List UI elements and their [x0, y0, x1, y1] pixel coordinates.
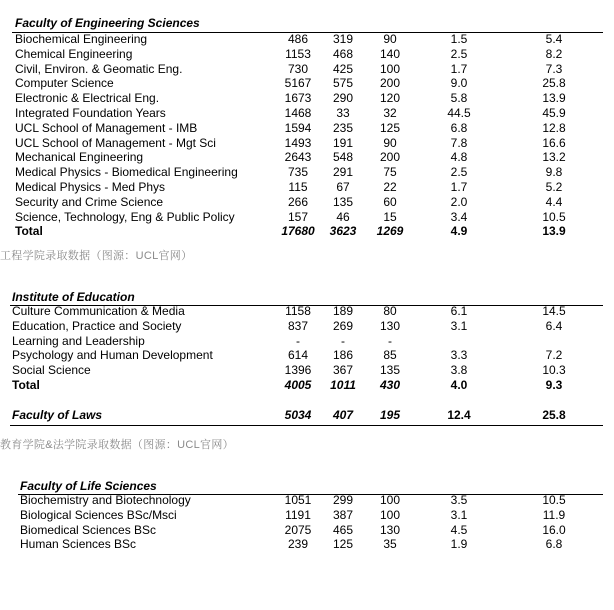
- row-value: 1468: [284, 106, 312, 120]
- row-value: 189: [332, 304, 354, 318]
- table-row: [0, 32, 614, 47]
- row-value: 6.4: [545, 318, 563, 333]
- row-value: 100: [379, 493, 401, 507]
- row-value: 6.8: [450, 120, 468, 135]
- table-row: [0, 106, 614, 121]
- row-label: Civil, Environ. & Geomatic Eng.: [15, 61, 183, 76]
- row-value: 407: [332, 408, 354, 422]
- row-value: 12.8: [542, 120, 566, 135]
- row-value: 7.2: [545, 348, 563, 363]
- row-value: 60: [383, 194, 397, 209]
- row-value: 200: [379, 76, 401, 91]
- row-value: 3.5: [450, 493, 468, 507]
- row-label: Science, Technology, Eng & Public Policy: [15, 209, 235, 224]
- row-label: Biochemical Engineering: [15, 32, 148, 46]
- row-value: 1396: [284, 363, 312, 378]
- section-divider: [10, 425, 603, 426]
- row-value: 1011: [330, 378, 356, 392]
- table-row: [0, 121, 614, 136]
- table-row: [0, 76, 614, 91]
- table-row: [0, 180, 614, 195]
- row-value: 191: [332, 135, 354, 150]
- table-row: [0, 319, 614, 334]
- row-value: 115: [288, 180, 308, 194]
- row-label: Medical Physics - Biomedical Engineering: [15, 165, 238, 180]
- row-value: 7.8: [450, 135, 468, 150]
- table-row: [0, 493, 614, 508]
- row-label: Faculty of Laws: [12, 408, 103, 422]
- row-value: 290: [332, 91, 354, 106]
- row-label: Social Science: [12, 363, 91, 378]
- row-value: 3.1: [450, 507, 468, 522]
- row-value: 575: [332, 76, 354, 91]
- row-value: 548: [332, 150, 354, 165]
- row-value: 5034: [284, 408, 312, 422]
- table-row: [0, 136, 614, 151]
- row-value: 100: [379, 61, 401, 76]
- row-value: 67: [336, 180, 350, 194]
- row-label: Integrated Foundation Years: [15, 106, 166, 120]
- row-label: Computer Science: [15, 76, 114, 91]
- row-value: 8.2: [545, 46, 563, 61]
- table-row: [0, 91, 614, 106]
- row-value: 3.1: [450, 318, 468, 333]
- row-value: 266: [287, 194, 309, 209]
- row-value: -: [296, 333, 300, 348]
- row-value: 5167: [284, 76, 312, 91]
- row-value: 468: [332, 46, 354, 61]
- row-value: 269: [332, 318, 354, 333]
- row-value: 14.5: [542, 304, 566, 318]
- row-label: Biochemistry and Biotechnology: [20, 493, 191, 507]
- row-value: 10.3: [542, 363, 566, 378]
- row-value: 80: [383, 304, 397, 318]
- row-value: 5.4: [545, 32, 563, 46]
- row-value: 9.0: [450, 76, 468, 91]
- row-label: Human Sciences BSc: [20, 537, 137, 552]
- table-row: [0, 348, 614, 363]
- row-value: 465: [332, 522, 354, 537]
- row-value: -: [388, 333, 392, 348]
- row-value: 17680: [281, 224, 315, 239]
- row-value: 2643: [284, 150, 312, 165]
- row-label: Mechanical Engineering: [15, 150, 144, 165]
- row-value: 735: [287, 165, 309, 180]
- row-label: Electronic & Electrical Eng.: [15, 91, 160, 106]
- row-value: 235: [332, 120, 354, 135]
- row-value: 16.6: [542, 135, 566, 150]
- row-value: 486: [287, 32, 309, 46]
- row-value: 13.9: [542, 91, 566, 106]
- row-value: 130: [379, 522, 401, 537]
- row-value: 1269: [376, 224, 404, 239]
- row-value: 3623: [329, 224, 357, 239]
- row-value: 157: [287, 209, 309, 224]
- row-value: 299: [332, 493, 354, 507]
- row-value: 90: [383, 135, 397, 150]
- row-value: 837: [287, 318, 309, 333]
- row-value: 2.0: [450, 194, 468, 209]
- row-value: 46: [336, 209, 350, 224]
- table-row: [0, 165, 614, 180]
- row-value: 1191: [285, 507, 311, 522]
- row-value: 7.3: [545, 61, 563, 76]
- row-value: 319: [332, 32, 354, 46]
- row-value: 25.8: [542, 408, 566, 422]
- row-value: 2.5: [450, 46, 468, 61]
- caption-engineering: 工程学院录取数据（图源：UCL官网）: [0, 250, 193, 262]
- row-value: 1493: [284, 135, 312, 150]
- row-value: 4.8: [450, 150, 468, 165]
- row-value: 6.1: [450, 304, 468, 318]
- row-value: 120: [379, 91, 401, 106]
- row-value: 4.9: [450, 224, 468, 239]
- row-value: 16.0: [542, 522, 566, 537]
- row-value: 1.7: [450, 180, 468, 194]
- row-value: 200: [379, 150, 401, 165]
- row-value: 10.5: [542, 493, 566, 507]
- row-value: 140: [379, 46, 401, 61]
- row-value: 90: [383, 32, 397, 46]
- row-label: UCL School of Management - Mgt Sci: [15, 135, 216, 150]
- row-value: 195: [379, 408, 401, 422]
- row-label: Psychology and Human Development: [12, 348, 213, 363]
- row-value: 4.0: [450, 378, 468, 392]
- row-label: Biological Sciences BSc/Msci: [20, 507, 177, 522]
- row-value: 291: [332, 165, 354, 180]
- row-value: 11.9: [542, 507, 566, 522]
- row-value: 614: [287, 348, 309, 363]
- table-row: [0, 334, 614, 349]
- row-value: 3.4: [450, 209, 468, 224]
- table-row: [0, 150, 614, 165]
- table-row: [0, 195, 614, 210]
- row-value: 13.2: [542, 150, 566, 165]
- row-value: 9.8: [545, 165, 563, 180]
- row-value: 85: [383, 348, 397, 363]
- row-label: Medical Physics - Med Phys: [15, 180, 166, 194]
- caption-education-laws: 教育学院&法学院录取数据（图源：UCL官网）: [0, 439, 234, 451]
- row-value: 125: [379, 120, 401, 135]
- row-value: 425: [332, 61, 354, 76]
- row-value: 1153: [285, 46, 311, 61]
- row-value: 13.9: [542, 224, 566, 239]
- table-row: [0, 508, 614, 523]
- row-value: 186: [332, 348, 354, 363]
- row-value: 4.5: [450, 522, 468, 537]
- row-value: 130: [379, 318, 401, 333]
- row-value: 4.4: [545, 194, 563, 209]
- row-value: 367: [332, 363, 354, 378]
- row-value: 730: [287, 61, 309, 76]
- row-value: 45.9: [542, 106, 566, 120]
- row-value: 12.4: [447, 408, 471, 422]
- row-value: 75: [383, 165, 397, 180]
- row-value: 25.8: [542, 76, 566, 91]
- row-label: Security and Crime Science: [15, 194, 164, 209]
- row-value: 32: [383, 106, 397, 120]
- row-value: 10.5: [542, 209, 566, 224]
- row-label: UCL School of Management - IMB: [15, 120, 198, 135]
- section-title-life-sciences: Faculty of Life Sciences: [20, 479, 157, 493]
- row-value: 100: [379, 507, 401, 522]
- row-value: 44.5: [447, 106, 471, 120]
- row-value: 9.3: [545, 378, 563, 392]
- row-value: 4005: [284, 378, 312, 392]
- row-value: 1.5: [450, 32, 468, 46]
- row-value: 2075: [284, 522, 312, 537]
- table-row: [0, 537, 614, 552]
- row-value: 387: [332, 507, 354, 522]
- row-value: 1051: [284, 493, 312, 507]
- row-value: 5.8: [450, 91, 468, 106]
- row-value: -: [341, 333, 345, 348]
- row-value: 5.2: [545, 180, 563, 194]
- row-label: Chemical Engineering: [15, 46, 133, 61]
- total-row: [0, 408, 614, 423]
- row-value: 2.5: [450, 165, 468, 180]
- row-label: Education, Practice and Society: [12, 318, 182, 333]
- row-value: 35: [383, 537, 397, 552]
- row-value: 3.8: [450, 363, 468, 378]
- row-value: 239: [287, 537, 309, 552]
- table-row: [0, 304, 614, 319]
- total-row: [0, 378, 614, 393]
- row-label: Total: [12, 378, 40, 392]
- row-value: 33: [336, 106, 350, 120]
- table-row: [0, 47, 614, 62]
- total-row: [0, 224, 614, 239]
- row-label: Learning and Leadership: [12, 333, 145, 348]
- section-title-education: Institute of Education: [12, 290, 135, 304]
- table-row: [0, 363, 614, 378]
- row-value: 1.9: [450, 537, 468, 552]
- table-row: [0, 523, 614, 538]
- row-value: 135: [379, 363, 401, 378]
- row-label: Total: [15, 224, 43, 239]
- row-value: 125: [332, 537, 354, 552]
- row-value: 430: [379, 378, 401, 392]
- row-value: 1594: [284, 120, 312, 135]
- row-value: 1.7: [450, 61, 468, 76]
- row-value: 22: [383, 180, 397, 194]
- row-label: Culture Communication & Media: [12, 304, 185, 318]
- row-value: 6.8: [545, 537, 563, 552]
- row-value: 135: [332, 194, 354, 209]
- row-value: 15: [383, 209, 397, 224]
- section-title-engineering: Faculty of Engineering Sciences: [15, 16, 200, 30]
- row-value: 1673: [284, 91, 312, 106]
- table-row: [0, 62, 614, 77]
- row-value: 1158: [285, 304, 311, 318]
- table-row: [0, 210, 614, 225]
- row-label: Biomedical Sciences BSc: [20, 522, 157, 537]
- row-value: 3.3: [450, 348, 468, 363]
